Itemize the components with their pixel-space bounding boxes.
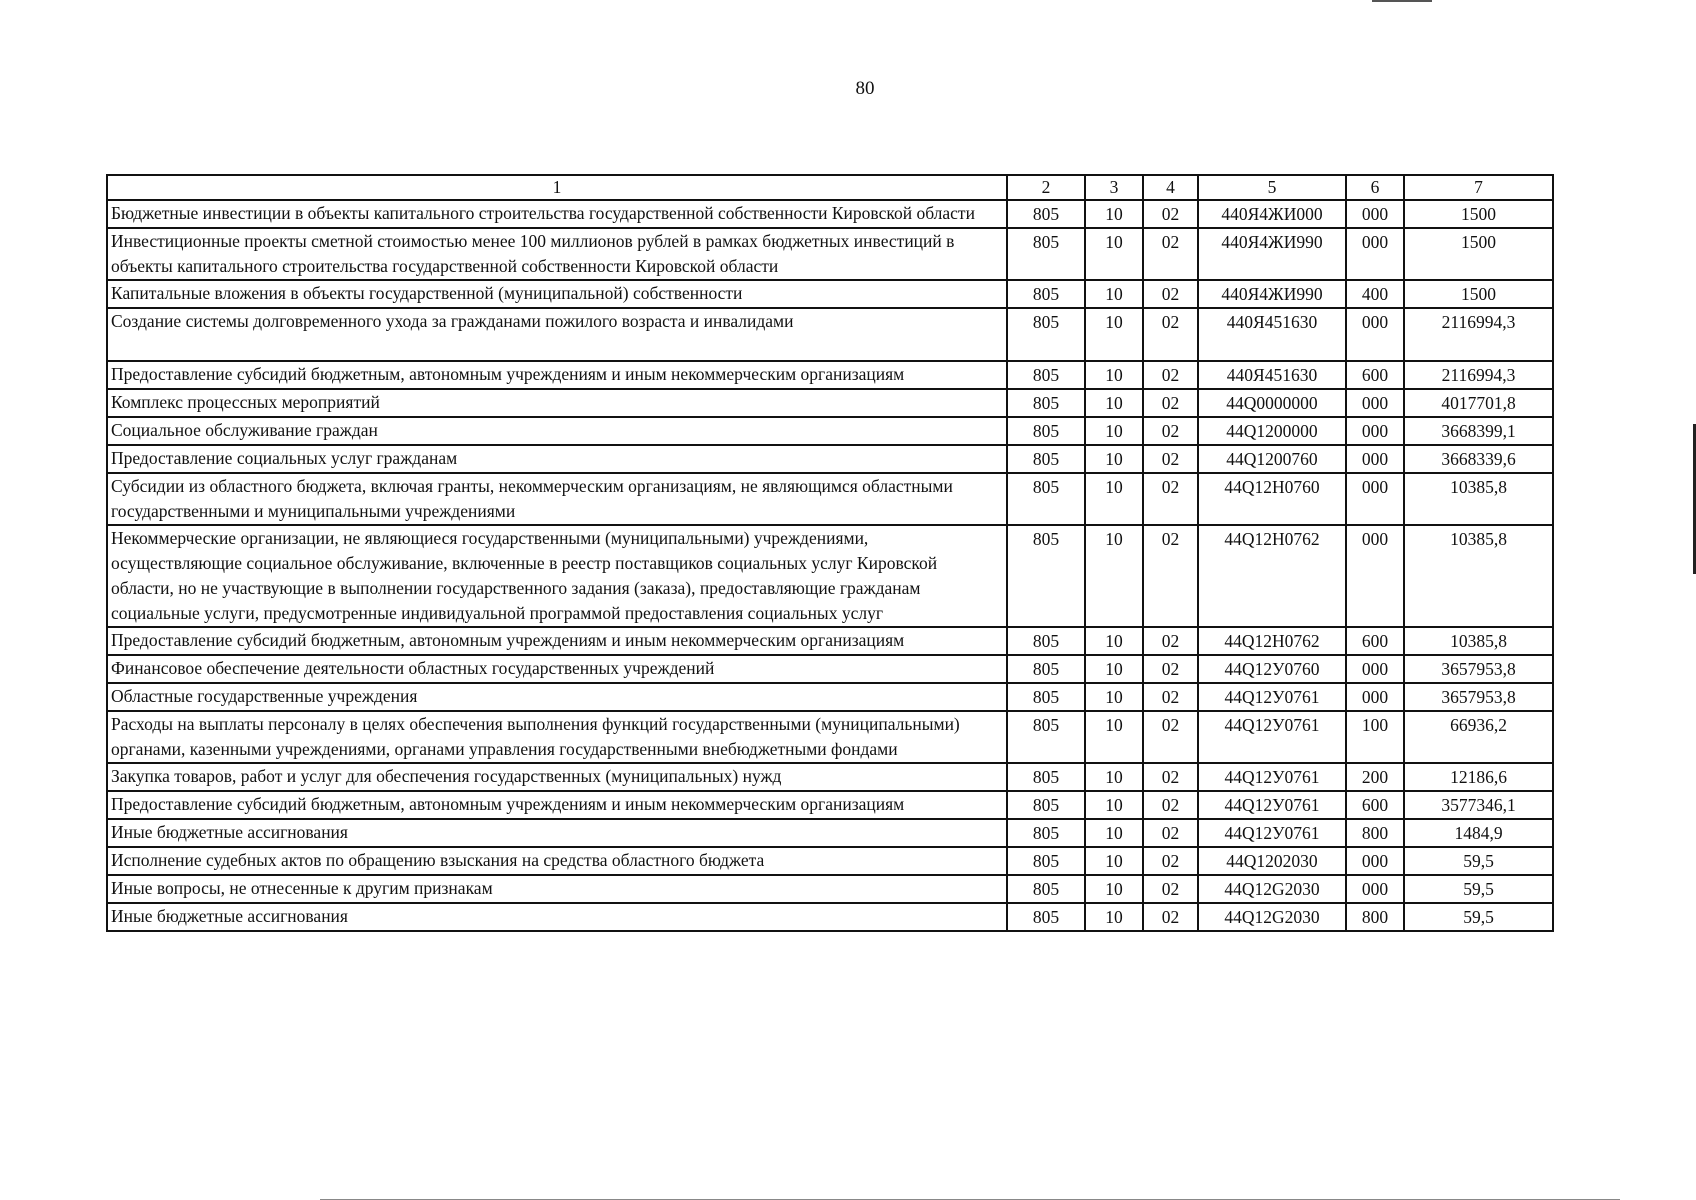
table-row [107, 280, 1553, 308]
cell-col-7: 3657953,8 [1404, 655, 1553, 683]
cell-col-7: 1500 [1404, 280, 1553, 308]
cell-name: Предоставление субсидий бюджетным, автономным учреждениям и иным некоммерческим организациям [107, 361, 1007, 389]
cell-col-6: 000 [1346, 847, 1404, 875]
cell-col-2: 805 [1007, 903, 1085, 931]
table-row [107, 389, 1553, 417]
header-col-7: 7 [1404, 175, 1553, 200]
cell-col-2: 805 [1007, 683, 1085, 711]
cell-col-3: 10 [1085, 389, 1143, 417]
cell-col-3: 10 [1085, 445, 1143, 473]
cell-col-2: 805 [1007, 819, 1085, 847]
cell-col-6: 200 [1346, 763, 1404, 791]
cell-name: Исполнение судебных актов по обращению взыскания на средства областного бюджета [107, 847, 1007, 875]
table-row [107, 763, 1553, 791]
cell-col-2: 805 [1007, 875, 1085, 903]
cell-col-3: 10 [1085, 683, 1143, 711]
table-row [107, 417, 1553, 445]
cell-col-3: 10 [1085, 819, 1143, 847]
cell-col-2: 805 [1007, 525, 1085, 627]
cell-col-5: 440Я4ЖИ000 [1198, 200, 1346, 228]
cell-name: Предоставление субсидий бюджетным, автономным учреждениям и иным некоммерческим организациям [107, 791, 1007, 819]
cell-col-7: 12186,6 [1404, 763, 1553, 791]
cell-name: Капитальные вложения в объекты государственной (муниципальной) собственности [107, 280, 1007, 308]
cell-col-7: 4017701,8 [1404, 389, 1553, 417]
cell-col-5: 44Q12H0762 [1198, 627, 1346, 655]
table-row [107, 847, 1553, 875]
header-col-6: 6 [1346, 175, 1404, 200]
cell-col-2: 805 [1007, 280, 1085, 308]
cell-col-6: 000 [1346, 445, 1404, 473]
cell-name: Иные бюджетные ассигнования [107, 819, 1007, 847]
cell-col-4: 02 [1143, 308, 1198, 361]
cell-col-4: 02 [1143, 791, 1198, 819]
cell-col-7: 3657953,8 [1404, 683, 1553, 711]
cell-col-5: 44Q12У0761 [1198, 711, 1346, 763]
cell-col-7: 1484,9 [1404, 819, 1553, 847]
cell-col-6: 000 [1346, 308, 1404, 361]
cell-col-6: 600 [1346, 627, 1404, 655]
cell-col-7: 59,5 [1404, 903, 1553, 931]
cell-col-3: 10 [1085, 200, 1143, 228]
cell-name: Областные государственные учреждения [107, 683, 1007, 711]
cell-col-3: 10 [1085, 791, 1143, 819]
cell-name: Закупка товаров, работ и услуг для обеспечения государственных (муниципальных) нужд [107, 763, 1007, 791]
cell-col-7: 10385,8 [1404, 627, 1553, 655]
cell-col-2: 805 [1007, 627, 1085, 655]
cell-col-3: 10 [1085, 847, 1143, 875]
table-row [107, 200, 1553, 228]
cell-col-2: 805 [1007, 655, 1085, 683]
cell-name: Иные вопросы, не отнесенные к другим признакам [107, 875, 1007, 903]
cell-name: Субсидии из областного бюджета, включая гранты, некоммерческим организациям, не являющимся областными государственными и муниципальными учреждениями [107, 473, 1007, 525]
cell-col-4: 02 [1143, 711, 1198, 763]
cell-col-5: 44Q12H0762 [1198, 525, 1346, 627]
cell-col-7: 1500 [1404, 228, 1553, 280]
cell-col-5: 44Q12У0761 [1198, 791, 1346, 819]
cell-col-5: 44Q12G2030 [1198, 875, 1346, 903]
cell-name: Иные бюджетные ассигнования [107, 903, 1007, 931]
cell-col-2: 805 [1007, 228, 1085, 280]
cell-col-5: 44Q1202030 [1198, 847, 1346, 875]
cell-col-4: 02 [1143, 525, 1198, 627]
cell-col-4: 02 [1143, 445, 1198, 473]
cell-col-3: 10 [1085, 473, 1143, 525]
cell-col-6: 600 [1346, 361, 1404, 389]
table-row [107, 473, 1553, 525]
table-row [107, 525, 1553, 627]
cell-col-7: 2116994,3 [1404, 361, 1553, 389]
cell-col-4: 02 [1143, 763, 1198, 791]
table-row [107, 308, 1553, 361]
cell-col-6: 600 [1346, 791, 1404, 819]
cell-col-4: 02 [1143, 417, 1198, 445]
cell-col-6: 000 [1346, 389, 1404, 417]
header-col-1: 1 [107, 175, 1007, 200]
cell-col-2: 805 [1007, 417, 1085, 445]
cell-col-2: 805 [1007, 389, 1085, 417]
cell-col-7: 59,5 [1404, 847, 1553, 875]
cell-col-2: 805 [1007, 763, 1085, 791]
cell-col-3: 10 [1085, 228, 1143, 280]
cell-col-2: 805 [1007, 361, 1085, 389]
cell-col-2: 805 [1007, 473, 1085, 525]
cell-col-3: 10 [1085, 655, 1143, 683]
cell-name: Создание системы долговременного ухода за гражданами пожилого возраста и инвалидами [107, 308, 1007, 361]
table-row [107, 361, 1553, 389]
scan-artifact-top-line [1372, 0, 1432, 2]
cell-col-6: 400 [1346, 280, 1404, 308]
cell-col-4: 02 [1143, 473, 1198, 525]
cell-col-6: 100 [1346, 711, 1404, 763]
cell-name: Предоставление социальных услуг гражданам [107, 445, 1007, 473]
cell-col-5: 44Q12У0761 [1198, 819, 1346, 847]
cell-col-6: 800 [1346, 903, 1404, 931]
table-row [107, 875, 1553, 903]
cell-col-2: 805 [1007, 791, 1085, 819]
cell-col-3: 10 [1085, 763, 1143, 791]
cell-col-3: 10 [1085, 361, 1143, 389]
table-row [107, 683, 1553, 711]
cell-col-3: 10 [1085, 903, 1143, 931]
cell-col-6: 000 [1346, 683, 1404, 711]
cell-col-5: 44Q1200760 [1198, 445, 1346, 473]
table-row [107, 819, 1553, 847]
cell-col-5: 44Q12У0761 [1198, 763, 1346, 791]
table-body [107, 200, 1553, 931]
cell-col-3: 10 [1085, 280, 1143, 308]
cell-col-5: 44Q12У0760 [1198, 655, 1346, 683]
table-row [107, 228, 1553, 280]
cell-col-4: 02 [1143, 200, 1198, 228]
cell-name: Финансовое обеспечение деятельности областных государственных учреждений [107, 655, 1007, 683]
cell-col-2: 805 [1007, 200, 1085, 228]
header-col-5: 5 [1198, 175, 1346, 200]
cell-name: Инвестиционные проекты сметной стоимостью менее 100 миллионов рублей в рамках бюджетных инвестиций в объекты капитального строительства государственной собственности Кировской области [107, 228, 1007, 280]
table-row [107, 711, 1553, 763]
cell-col-6: 000 [1346, 525, 1404, 627]
cell-col-5: 44Q0000000 [1198, 389, 1346, 417]
cell-col-7: 66936,2 [1404, 711, 1553, 763]
cell-col-3: 10 [1085, 627, 1143, 655]
cell-col-7: 3668399,1 [1404, 417, 1553, 445]
table-row [107, 627, 1553, 655]
cell-col-2: 805 [1007, 847, 1085, 875]
cell-col-5: 44Q12G2030 [1198, 903, 1346, 931]
cell-col-3: 10 [1085, 711, 1143, 763]
cell-name: Социальное обслуживание граждан [107, 417, 1007, 445]
cell-col-7: 10385,8 [1404, 473, 1553, 525]
cell-col-4: 02 [1143, 228, 1198, 280]
table-row [107, 655, 1553, 683]
cell-col-2: 805 [1007, 308, 1085, 361]
cell-col-6: 000 [1346, 875, 1404, 903]
cell-col-5: 44Q12H0760 [1198, 473, 1346, 525]
cell-col-4: 02 [1143, 627, 1198, 655]
table-header [107, 175, 1553, 200]
cell-col-5: 440Я451630 [1198, 361, 1346, 389]
cell-col-6: 000 [1346, 228, 1404, 280]
cell-col-5: 440Я451630 [1198, 308, 1346, 361]
cell-col-4: 02 [1143, 389, 1198, 417]
page-number: 80 [855, 78, 875, 99]
cell-col-3: 10 [1085, 308, 1143, 361]
cell-col-4: 02 [1143, 361, 1198, 389]
cell-name: Некоммерческие организации, не являющиеся государственными (муниципальными) учреждениями, осуществляющие социальное обслуживание, включенные в реестр поставщиков социальных услуг Кировской области, но не участвующие в выполнении государственного задания (заказа), предоставляющие гражданам социальные услуги, предусмотренные индивидуальной программой предоставления социальных услуг [107, 525, 1007, 627]
budget-table [106, 174, 1554, 932]
cell-col-7: 1500 [1404, 200, 1553, 228]
cell-col-6: 800 [1346, 819, 1404, 847]
table-row [107, 445, 1553, 473]
cell-col-4: 02 [1143, 875, 1198, 903]
cell-col-7: 59,5 [1404, 875, 1553, 903]
table-row [107, 903, 1553, 931]
header-col-3: 3 [1085, 175, 1143, 200]
cell-name: Бюджетные инвестиции в объекты капитального строительства государственной собственности Кировской области [107, 200, 1007, 228]
cell-col-7: 10385,8 [1404, 525, 1553, 627]
header-col-2: 2 [1007, 175, 1085, 200]
cell-col-4: 02 [1143, 819, 1198, 847]
cell-col-4: 02 [1143, 903, 1198, 931]
cell-col-2: 805 [1007, 445, 1085, 473]
cell-col-6: 000 [1346, 417, 1404, 445]
cell-name: Предоставление субсидий бюджетным, автономным учреждениям и иным некоммерческим организациям [107, 627, 1007, 655]
header-row [107, 175, 1553, 200]
cell-col-4: 02 [1143, 280, 1198, 308]
cell-col-6: 000 [1346, 473, 1404, 525]
cell-name: Комплекс процессных мероприятий [107, 389, 1007, 417]
cell-col-5: 440Я4ЖИ990 [1198, 280, 1346, 308]
cell-col-4: 02 [1143, 847, 1198, 875]
cell-col-6: 000 [1346, 655, 1404, 683]
cell-col-6: 000 [1346, 200, 1404, 228]
cell-col-3: 10 [1085, 417, 1143, 445]
cell-col-3: 10 [1085, 875, 1143, 903]
cell-col-5: 44Q1200000 [1198, 417, 1346, 445]
cell-col-7: 3577346,1 [1404, 791, 1553, 819]
cell-col-4: 02 [1143, 683, 1198, 711]
cell-col-7: 3668339,6 [1404, 445, 1553, 473]
cell-col-5: 440Я4ЖИ990 [1198, 228, 1346, 280]
cell-col-5: 44Q12У0761 [1198, 683, 1346, 711]
cell-col-4: 02 [1143, 655, 1198, 683]
header-col-4: 4 [1143, 175, 1198, 200]
cell-col-3: 10 [1085, 525, 1143, 627]
cell-col-2: 805 [1007, 711, 1085, 763]
cell-name: Расходы на выплаты персоналу в целях обеспечения выполнения функций государственными (муниципальными) органами, казенными учреждениями, органами управления государственными внебюджетными фондами [107, 711, 1007, 763]
table-row [107, 791, 1553, 819]
cell-col-7: 2116994,3 [1404, 308, 1553, 361]
